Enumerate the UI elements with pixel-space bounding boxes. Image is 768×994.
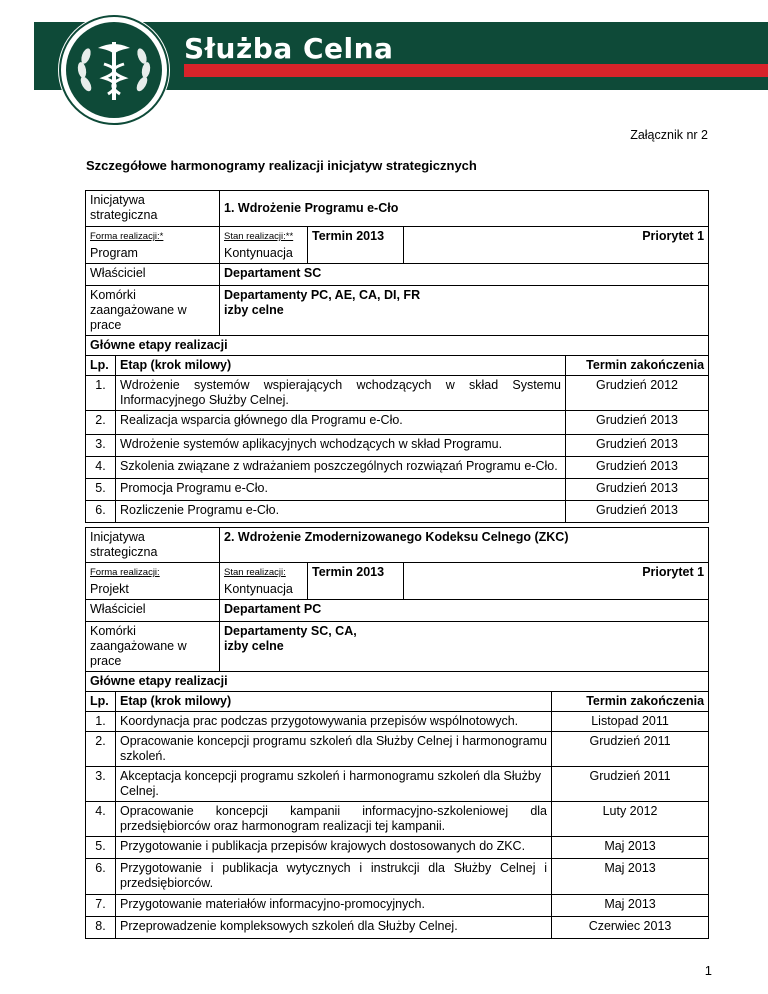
units-line-2: izby celne (224, 303, 284, 317)
row-stage: Akceptacja koncepcji programu szkoleń i harmonogramu szkoleń dla Służby Celnej. (116, 767, 552, 802)
stan-label: Stan realizacji: (224, 567, 286, 578)
row-deadline: Grudzień 2012 (566, 376, 709, 411)
row-lp: 8. (86, 917, 116, 939)
row-stage: Rozliczenie Programu e-Cło. (116, 501, 566, 523)
row-lp: 4. (86, 457, 116, 479)
col-deadline: Termin zakończenia (566, 356, 709, 376)
table-row (86, 767, 709, 802)
forma-cell (86, 227, 220, 264)
col-lp: Lp. (86, 692, 116, 712)
row-deadline: Maj 2013 (552, 837, 709, 859)
priorytet: Priorytet 1 (404, 227, 709, 264)
row-stage: Szkolenia związane z wdrażaniem poszczególnych rozwiązań Programu e-Cło. (116, 457, 566, 479)
row-lp: 2. (86, 732, 116, 767)
row-deadline: Grudzień 2011 (552, 767, 709, 802)
initiative-label: Inicjatywa strategiczna (86, 191, 220, 227)
row-stage: Przeprowadzenie kompleksowych szkoleń dla Służby Celnej. (116, 917, 552, 939)
table-row (86, 895, 709, 917)
units-line-1: Departamenty PC, AE, CA, DI, FR (224, 288, 421, 302)
table-row (86, 435, 709, 457)
row-deadline: Maj 2013 (552, 895, 709, 917)
row-deadline: Czerwiec 2013 (552, 917, 709, 939)
stan-value: Kontynuacja (224, 582, 293, 596)
forma-label: Forma realizacji:* (90, 231, 164, 242)
col-lp: Lp. (86, 356, 116, 376)
units-label: Komórki zaangażowane w prace (86, 622, 220, 672)
row-stage: Wdrożenie systemów aplikacyjnych wchodzących w skład Programu. (116, 435, 566, 457)
owner-label: Właściciel (86, 264, 220, 286)
row-stage: Opracowanie koncepcji kampanii informacyjno-szkoleniowej dla przedsiębiorców oraz harmonogram realizacji tej kampanii. (116, 802, 552, 837)
units-cell (220, 286, 709, 336)
customs-emblem-icon (58, 14, 170, 126)
row-deadline: Grudzień 2013 (566, 457, 709, 479)
owner-value: Departament PC (220, 600, 709, 622)
row-stage: Przygotowanie i publikacja przepisów krajowych dostosowanych do ZKC. (116, 837, 552, 859)
stan-label: Stan realizacji:** (224, 231, 294, 242)
termin: Termin 2013 (308, 227, 404, 264)
col-deadline: Termin zakończenia (552, 692, 709, 712)
row-lp: 4. (86, 802, 116, 837)
units-line-2: izby celne (224, 639, 284, 653)
row-stage: Przygotowanie materiałów informacyjno-promocyjnych. (116, 895, 552, 917)
forma-cell (86, 563, 220, 600)
row-lp: 3. (86, 767, 116, 802)
row-stage: Przygotowanie i publikacja wytycznych i instrukcji dla Służby Celnej i przedsiębiorców. (116, 859, 552, 895)
table-row (86, 457, 709, 479)
table-row (86, 732, 709, 767)
annex-label: Załącznik nr 2 (630, 128, 708, 142)
row-deadline: Grudzień 2013 (566, 479, 709, 501)
row-stage: Realizacja wsparcia głównego dla Programu e-Cło. (116, 411, 566, 435)
row-deadline: Grudzień 2011 (552, 732, 709, 767)
row-deadline: Luty 2012 (552, 802, 709, 837)
initiative-label: Inicjatywa strategiczna (86, 528, 220, 563)
table-row (86, 712, 709, 732)
forma-value: Projekt (90, 582, 129, 596)
units-cell (220, 622, 709, 672)
table-row (86, 859, 709, 895)
row-lp: 1. (86, 712, 116, 732)
row-stage: Promocja Programu e-Cło. (116, 479, 566, 501)
table-row (86, 479, 709, 501)
row-stage: Opracowanie koncepcji programu szkoleń dla Służby Celnej i harmonogramu szkoleń. (116, 732, 552, 767)
page-number: 1 (704, 963, 712, 978)
initiative-table-1 (85, 190, 709, 523)
owner-label: Właściciel (86, 600, 220, 622)
row-lp: 6. (86, 859, 116, 895)
row-lp: 2. (86, 411, 116, 435)
row-deadline: Listopad 2011 (552, 712, 709, 732)
initiative-name: 1. Wdrożenie Programu e-Cło (220, 191, 709, 227)
col-stage: Etap (krok milowy) (116, 356, 566, 376)
table-row (86, 917, 709, 939)
priorytet: Priorytet 1 (404, 563, 709, 600)
units-line-1: Departamenty SC, CA, (224, 624, 357, 638)
forma-value: Program (90, 246, 138, 260)
stages-title: Główne etapy realizacji (86, 336, 709, 356)
owner-value: Departament SC (220, 264, 709, 286)
stages-title: Główne etapy realizacji (86, 672, 709, 692)
termin: Termin 2013 (308, 563, 404, 600)
row-deadline: Grudzień 2013 (566, 411, 709, 435)
table-row (86, 802, 709, 837)
col-stage: Etap (krok milowy) (116, 692, 552, 712)
row-lp: 5. (86, 837, 116, 859)
stan-value: Kontynuacja (224, 246, 293, 260)
row-deadline: Maj 2013 (552, 859, 709, 895)
row-deadline: Grudzień 2013 (566, 435, 709, 457)
document-title: Szczegółowe harmonogramy realizacji inicjatyw strategicznych (86, 158, 477, 173)
row-deadline: Grudzień 2013 (566, 501, 709, 523)
table-row (86, 837, 709, 859)
table-row (86, 411, 709, 435)
row-lp: 1. (86, 376, 116, 411)
stan-cell (220, 563, 308, 600)
row-stage: Koordynacja prac podczas przygotowywania przepisów wspólnotowych. (116, 712, 552, 732)
stan-cell (220, 227, 308, 264)
table-row (86, 376, 709, 411)
row-stage: Wdrożenie systemów wspierających wchodzących w skład Systemu Informacyjnego Służby Celnej. (116, 376, 566, 411)
initiative-table-2 (85, 527, 709, 939)
brand-name: Służba Celna (184, 32, 394, 65)
row-lp: 6. (86, 501, 116, 523)
row-lp: 3. (86, 435, 116, 457)
table-row (86, 501, 709, 523)
initiative-name: 2. Wdrożenie Zmodernizowanego Kodeksu Celnego (ZKC) (220, 528, 709, 563)
row-lp: 5. (86, 479, 116, 501)
header-red-stripe (184, 64, 768, 77)
row-lp: 7. (86, 895, 116, 917)
units-label: Komórki zaangażowane w prace (86, 286, 220, 336)
forma-label: Forma realizacji: (90, 567, 160, 578)
